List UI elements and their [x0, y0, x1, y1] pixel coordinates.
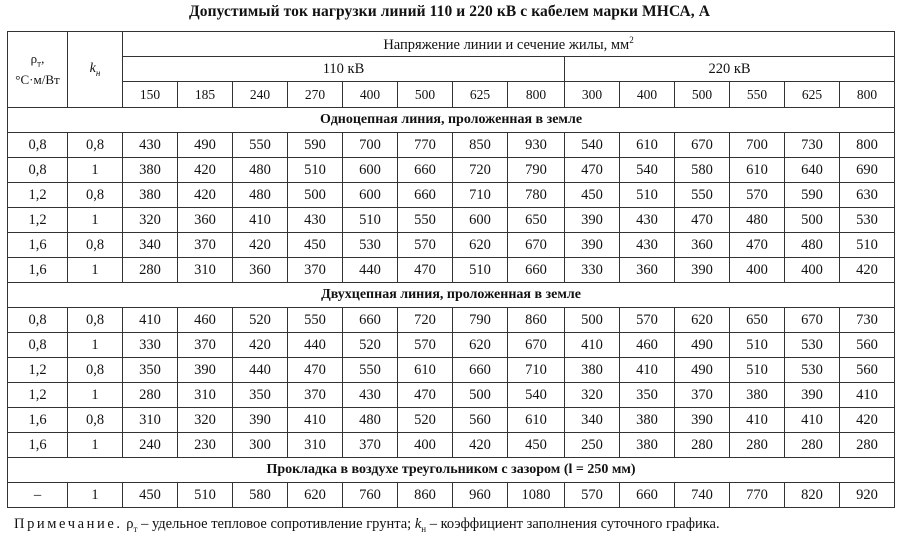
- table-cell: 510: [453, 258, 508, 283]
- table-cell: 520: [343, 333, 398, 358]
- section-220-header: 300: [565, 82, 620, 108]
- table-cell: 440: [288, 333, 343, 358]
- table-cell: 430: [620, 233, 675, 258]
- table-cell: 860: [508, 308, 565, 333]
- section-110-header: 400: [343, 82, 398, 108]
- table-cell: 450: [288, 233, 343, 258]
- table-cell: 330: [123, 333, 178, 358]
- table-cell: 510: [840, 233, 895, 258]
- table-cell: 360: [620, 258, 675, 283]
- table-cell: 1,6: [8, 408, 68, 433]
- table-cell: 760: [343, 483, 398, 508]
- table-cell: 440: [233, 358, 288, 383]
- table-row: [8, 358, 895, 383]
- table-title: Допустимый ток нагрузки линий 110 и 220 кВ с кабелем марки МНСА, А: [189, 3, 710, 20]
- table-cell: 700: [730, 133, 785, 158]
- table-cell: 610: [398, 358, 453, 383]
- table-cell: 410: [730, 408, 785, 433]
- table-cell: 930: [508, 133, 565, 158]
- table-cell: 390: [785, 383, 840, 408]
- table-cell: 580: [675, 158, 730, 183]
- table-cell: 0,8: [68, 308, 123, 333]
- table-cell: 360: [675, 233, 730, 258]
- table-cell: 470: [675, 208, 730, 233]
- current-load-table: [7, 31, 895, 508]
- table-cell: 560: [840, 358, 895, 383]
- table-cell: 550: [343, 358, 398, 383]
- table-cell: 430: [343, 383, 398, 408]
- table-cell: 570: [565, 483, 620, 508]
- table-cell: 530: [785, 358, 840, 383]
- section-110-header: 500: [398, 82, 453, 108]
- note-label: Примечание.: [14, 516, 123, 532]
- table-cell: 0,8: [68, 358, 123, 383]
- table-cell: 510: [730, 333, 785, 358]
- table-cell: 510: [343, 208, 398, 233]
- table-cell: 710: [508, 358, 565, 383]
- table-cell: 0,8: [8, 158, 68, 183]
- table-cell: 590: [785, 183, 840, 208]
- table-cell: 1: [68, 208, 123, 233]
- table-cell: 860: [398, 483, 453, 508]
- table-cell: 400: [785, 258, 840, 283]
- table-cell: 770: [730, 483, 785, 508]
- table-cell: 470: [398, 258, 453, 283]
- table-cell: 690: [840, 158, 895, 183]
- table-cell: 850: [453, 133, 508, 158]
- table-row: [8, 308, 895, 333]
- kn-header: $k_н$: [68, 32, 123, 108]
- table-cell: 620: [288, 483, 343, 508]
- table-cell: 310: [178, 383, 233, 408]
- table-cell: 820: [785, 483, 840, 508]
- group-220-header: 220 кВ: [565, 57, 895, 82]
- table-cell: 570: [730, 183, 785, 208]
- table-cell: 350: [620, 383, 675, 408]
- table-cell: 730: [785, 133, 840, 158]
- table-cell: 610: [620, 133, 675, 158]
- section-220-header: 800: [840, 82, 895, 108]
- table-cell: 390: [675, 408, 730, 433]
- table-cell: 500: [565, 308, 620, 333]
- table-cell: 780: [508, 183, 565, 208]
- table-cell: 370: [178, 233, 233, 258]
- table-cell: 660: [398, 158, 453, 183]
- table-cell: 420: [453, 433, 508, 458]
- table-cell: 360: [178, 208, 233, 233]
- section-title: Двухцепная линия, проложенная в земле: [8, 283, 895, 308]
- table-cell: 420: [840, 408, 895, 433]
- table-cell: 570: [398, 333, 453, 358]
- table-cell: 1: [68, 158, 123, 183]
- table-cell: 620: [453, 233, 508, 258]
- table-row: [8, 408, 895, 433]
- table-cell: 520: [398, 408, 453, 433]
- table-row: [8, 433, 895, 458]
- table-cell: 510: [730, 358, 785, 383]
- table-cell: 0,8: [68, 233, 123, 258]
- table-cell: 1,6: [8, 433, 68, 458]
- table-cell: 450: [508, 433, 565, 458]
- table-cell: 660: [508, 258, 565, 283]
- table-cell: 370: [288, 258, 343, 283]
- table-cell: 550: [398, 208, 453, 233]
- table-cell: 670: [675, 133, 730, 158]
- table-row: [8, 333, 895, 358]
- table-cell: 630: [840, 183, 895, 208]
- table-cell: 360: [233, 258, 288, 283]
- table-row: [8, 233, 895, 258]
- table-cell: 350: [233, 383, 288, 408]
- table-cell: 490: [675, 358, 730, 383]
- table-cell: 1: [68, 433, 123, 458]
- table-cell: 410: [620, 358, 675, 383]
- table-cell: 620: [675, 308, 730, 333]
- table-cell: 420: [178, 158, 233, 183]
- table-cell: 710: [453, 183, 508, 208]
- table-cell: 730: [840, 308, 895, 333]
- table-row: [8, 483, 895, 508]
- section-220-header: 625: [785, 82, 840, 108]
- table-cell: 450: [565, 183, 620, 208]
- table-cell: 370: [675, 383, 730, 408]
- table-cell: 1: [68, 333, 123, 358]
- table-cell: 920: [840, 483, 895, 508]
- table-cell: 600: [343, 158, 398, 183]
- table-cell: 660: [453, 358, 508, 383]
- table-cell: 1,2: [8, 183, 68, 208]
- section-220-header: 550: [730, 82, 785, 108]
- table-cell: 480: [233, 158, 288, 183]
- table-cell: 0,8: [68, 183, 123, 208]
- table-cell: 770: [398, 133, 453, 158]
- table-cell: 1: [68, 383, 123, 408]
- table-cell: 280: [675, 433, 730, 458]
- table-cell: 790: [453, 308, 508, 333]
- table-cell: –: [8, 483, 68, 508]
- table-cell: 1: [68, 483, 123, 508]
- section-110-header: 150: [123, 82, 178, 108]
- table-row: [8, 158, 895, 183]
- section-title: Одноцепная линия, проложенная в земле: [8, 108, 895, 133]
- table-cell: 580: [233, 483, 288, 508]
- voltage-section-header: Напряжение линии и сечение жилы, $мм^2$: [123, 32, 895, 57]
- group-110-header: 110 кВ: [123, 57, 565, 82]
- table-cell: 390: [178, 358, 233, 383]
- section-220-header: 500: [675, 82, 730, 108]
- table-cell: 660: [343, 308, 398, 333]
- table-cell: 390: [675, 258, 730, 283]
- table-cell: 380: [565, 358, 620, 383]
- table-cell: 610: [508, 408, 565, 433]
- table-cell: 520: [233, 308, 288, 333]
- table-cell: 280: [123, 383, 178, 408]
- table-cell: 370: [288, 383, 343, 408]
- table-cell: 400: [730, 258, 785, 283]
- table-cell: 280: [123, 258, 178, 283]
- section-title: Прокладка в воздухе треугольником с зазором (l = 250 мм): [8, 458, 895, 483]
- table-cell: 350: [123, 358, 178, 383]
- table-cell: 560: [453, 408, 508, 433]
- table-cell: 280: [785, 433, 840, 458]
- table-cell: 380: [123, 183, 178, 208]
- table-cell: 670: [508, 333, 565, 358]
- table-cell: 0,8: [68, 133, 123, 158]
- table-cell: 430: [620, 208, 675, 233]
- table-cell: 660: [620, 483, 675, 508]
- table-cell: 700: [343, 133, 398, 158]
- table-cell: 310: [123, 408, 178, 433]
- table-cell: 430: [288, 208, 343, 233]
- table-cell: 1: [68, 258, 123, 283]
- table-cell: 740: [675, 483, 730, 508]
- table-cell: 620: [453, 333, 508, 358]
- table-cell: 410: [123, 308, 178, 333]
- table-cell: 370: [178, 333, 233, 358]
- table-cell: 480: [343, 408, 398, 433]
- rho-header: $\rho_т$, °С·м/Вт: [8, 32, 68, 108]
- table-cell: 380: [620, 433, 675, 458]
- table-cell: 510: [620, 183, 675, 208]
- table-cell: 800: [840, 133, 895, 158]
- table-cell: 470: [730, 233, 785, 258]
- table-cell: 590: [288, 133, 343, 158]
- section-110-header: 800: [508, 82, 565, 108]
- section-110-header: 270: [288, 82, 343, 108]
- table-cell: 420: [840, 258, 895, 283]
- table-cell: 450: [123, 483, 178, 508]
- table-cell: 540: [565, 133, 620, 158]
- section-220-header: 400: [620, 82, 675, 108]
- table-cell: 640: [785, 158, 840, 183]
- table-cell: 650: [508, 208, 565, 233]
- table-cell: 490: [675, 333, 730, 358]
- table-cell: 420: [178, 183, 233, 208]
- table-cell: 420: [233, 333, 288, 358]
- table-cell: 790: [508, 158, 565, 183]
- table-cell: 310: [288, 433, 343, 458]
- table-cell: 1,6: [8, 233, 68, 258]
- table-cell: 320: [565, 383, 620, 408]
- table-cell: 500: [288, 183, 343, 208]
- table-row: [8, 208, 895, 233]
- table-cell: 510: [178, 483, 233, 508]
- table-cell: 600: [343, 183, 398, 208]
- table-cell: 720: [398, 308, 453, 333]
- table-cell: 550: [675, 183, 730, 208]
- table-cell: 240: [123, 433, 178, 458]
- footnote: Примечание. $\rho_т$ – удельное тепловое сопротивление грунта; $k_н$ – коэффициент заполнения суточного графика.: [14, 516, 720, 534]
- table-cell: 570: [620, 308, 675, 333]
- table-cell: 500: [785, 208, 840, 233]
- table-cell: 960: [453, 483, 508, 508]
- table-cell: 410: [785, 408, 840, 433]
- table-cell: 400: [398, 433, 453, 458]
- table-cell: 1,2: [8, 358, 68, 383]
- table-cell: 420: [233, 233, 288, 258]
- table-cell: 390: [565, 233, 620, 258]
- table-cell: 250: [565, 433, 620, 458]
- table-cell: 380: [123, 158, 178, 183]
- table-cell: 380: [620, 408, 675, 433]
- table-cell: 460: [620, 333, 675, 358]
- table-cell: 540: [620, 158, 675, 183]
- table-cell: 500: [453, 383, 508, 408]
- table-cell: 310: [178, 258, 233, 283]
- table-cell: 530: [785, 333, 840, 358]
- table-cell: 470: [398, 383, 453, 408]
- table-cell: 230: [178, 433, 233, 458]
- table-cell: 540: [508, 383, 565, 408]
- table-cell: 410: [565, 333, 620, 358]
- table-cell: 480: [785, 233, 840, 258]
- table-cell: 330: [565, 258, 620, 283]
- table-cell: 0,8: [8, 133, 68, 158]
- table-cell: 610: [730, 158, 785, 183]
- table-row: [8, 258, 895, 283]
- table-cell: 1,6: [8, 258, 68, 283]
- table-cell: 320: [178, 408, 233, 433]
- table-cell: 280: [730, 433, 785, 458]
- table-cell: 1,2: [8, 383, 68, 408]
- table-cell: 390: [565, 208, 620, 233]
- table-cell: 650: [730, 308, 785, 333]
- table-cell: 530: [840, 208, 895, 233]
- section-110-header: 240: [233, 82, 288, 108]
- table-cell: 480: [730, 208, 785, 233]
- table-cell: 430: [123, 133, 178, 158]
- table-cell: 0,8: [8, 333, 68, 358]
- table-cell: 390: [233, 408, 288, 433]
- table-cell: 380: [730, 383, 785, 408]
- table-cell: 0,8: [68, 408, 123, 433]
- section-110-header: 625: [453, 82, 508, 108]
- table-cell: 720: [453, 158, 508, 183]
- table-cell: 410: [233, 208, 288, 233]
- table-cell: 510: [288, 158, 343, 183]
- table-cell: 560: [840, 333, 895, 358]
- table-cell: 530: [343, 233, 398, 258]
- table-cell: 340: [123, 233, 178, 258]
- table-cell: 670: [785, 308, 840, 333]
- table-cell: 550: [288, 308, 343, 333]
- table-cell: 600: [453, 208, 508, 233]
- table-cell: 1080: [508, 483, 565, 508]
- table-cell: 410: [840, 383, 895, 408]
- table-cell: 490: [178, 133, 233, 158]
- table-cell: 410: [288, 408, 343, 433]
- table-cell: 570: [398, 233, 453, 258]
- table-cell: 660: [398, 183, 453, 208]
- table-cell: 670: [508, 233, 565, 258]
- table-cell: 440: [343, 258, 398, 283]
- table-cell: 300: [233, 433, 288, 458]
- table-row: [8, 383, 895, 408]
- table-row: [8, 133, 895, 158]
- table-cell: 460: [178, 308, 233, 333]
- table-cell: 1,2: [8, 208, 68, 233]
- table-cell: 480: [233, 183, 288, 208]
- table-row: [8, 183, 895, 208]
- table-cell: 550: [233, 133, 288, 158]
- table-cell: 340: [565, 408, 620, 433]
- table-cell: 0,8: [8, 308, 68, 333]
- table-cell: 320: [123, 208, 178, 233]
- table-cell: 280: [840, 433, 895, 458]
- table-cell: 370: [343, 433, 398, 458]
- section-110-header: 185: [178, 82, 233, 108]
- table-cell: 470: [288, 358, 343, 383]
- table-cell: 470: [565, 158, 620, 183]
